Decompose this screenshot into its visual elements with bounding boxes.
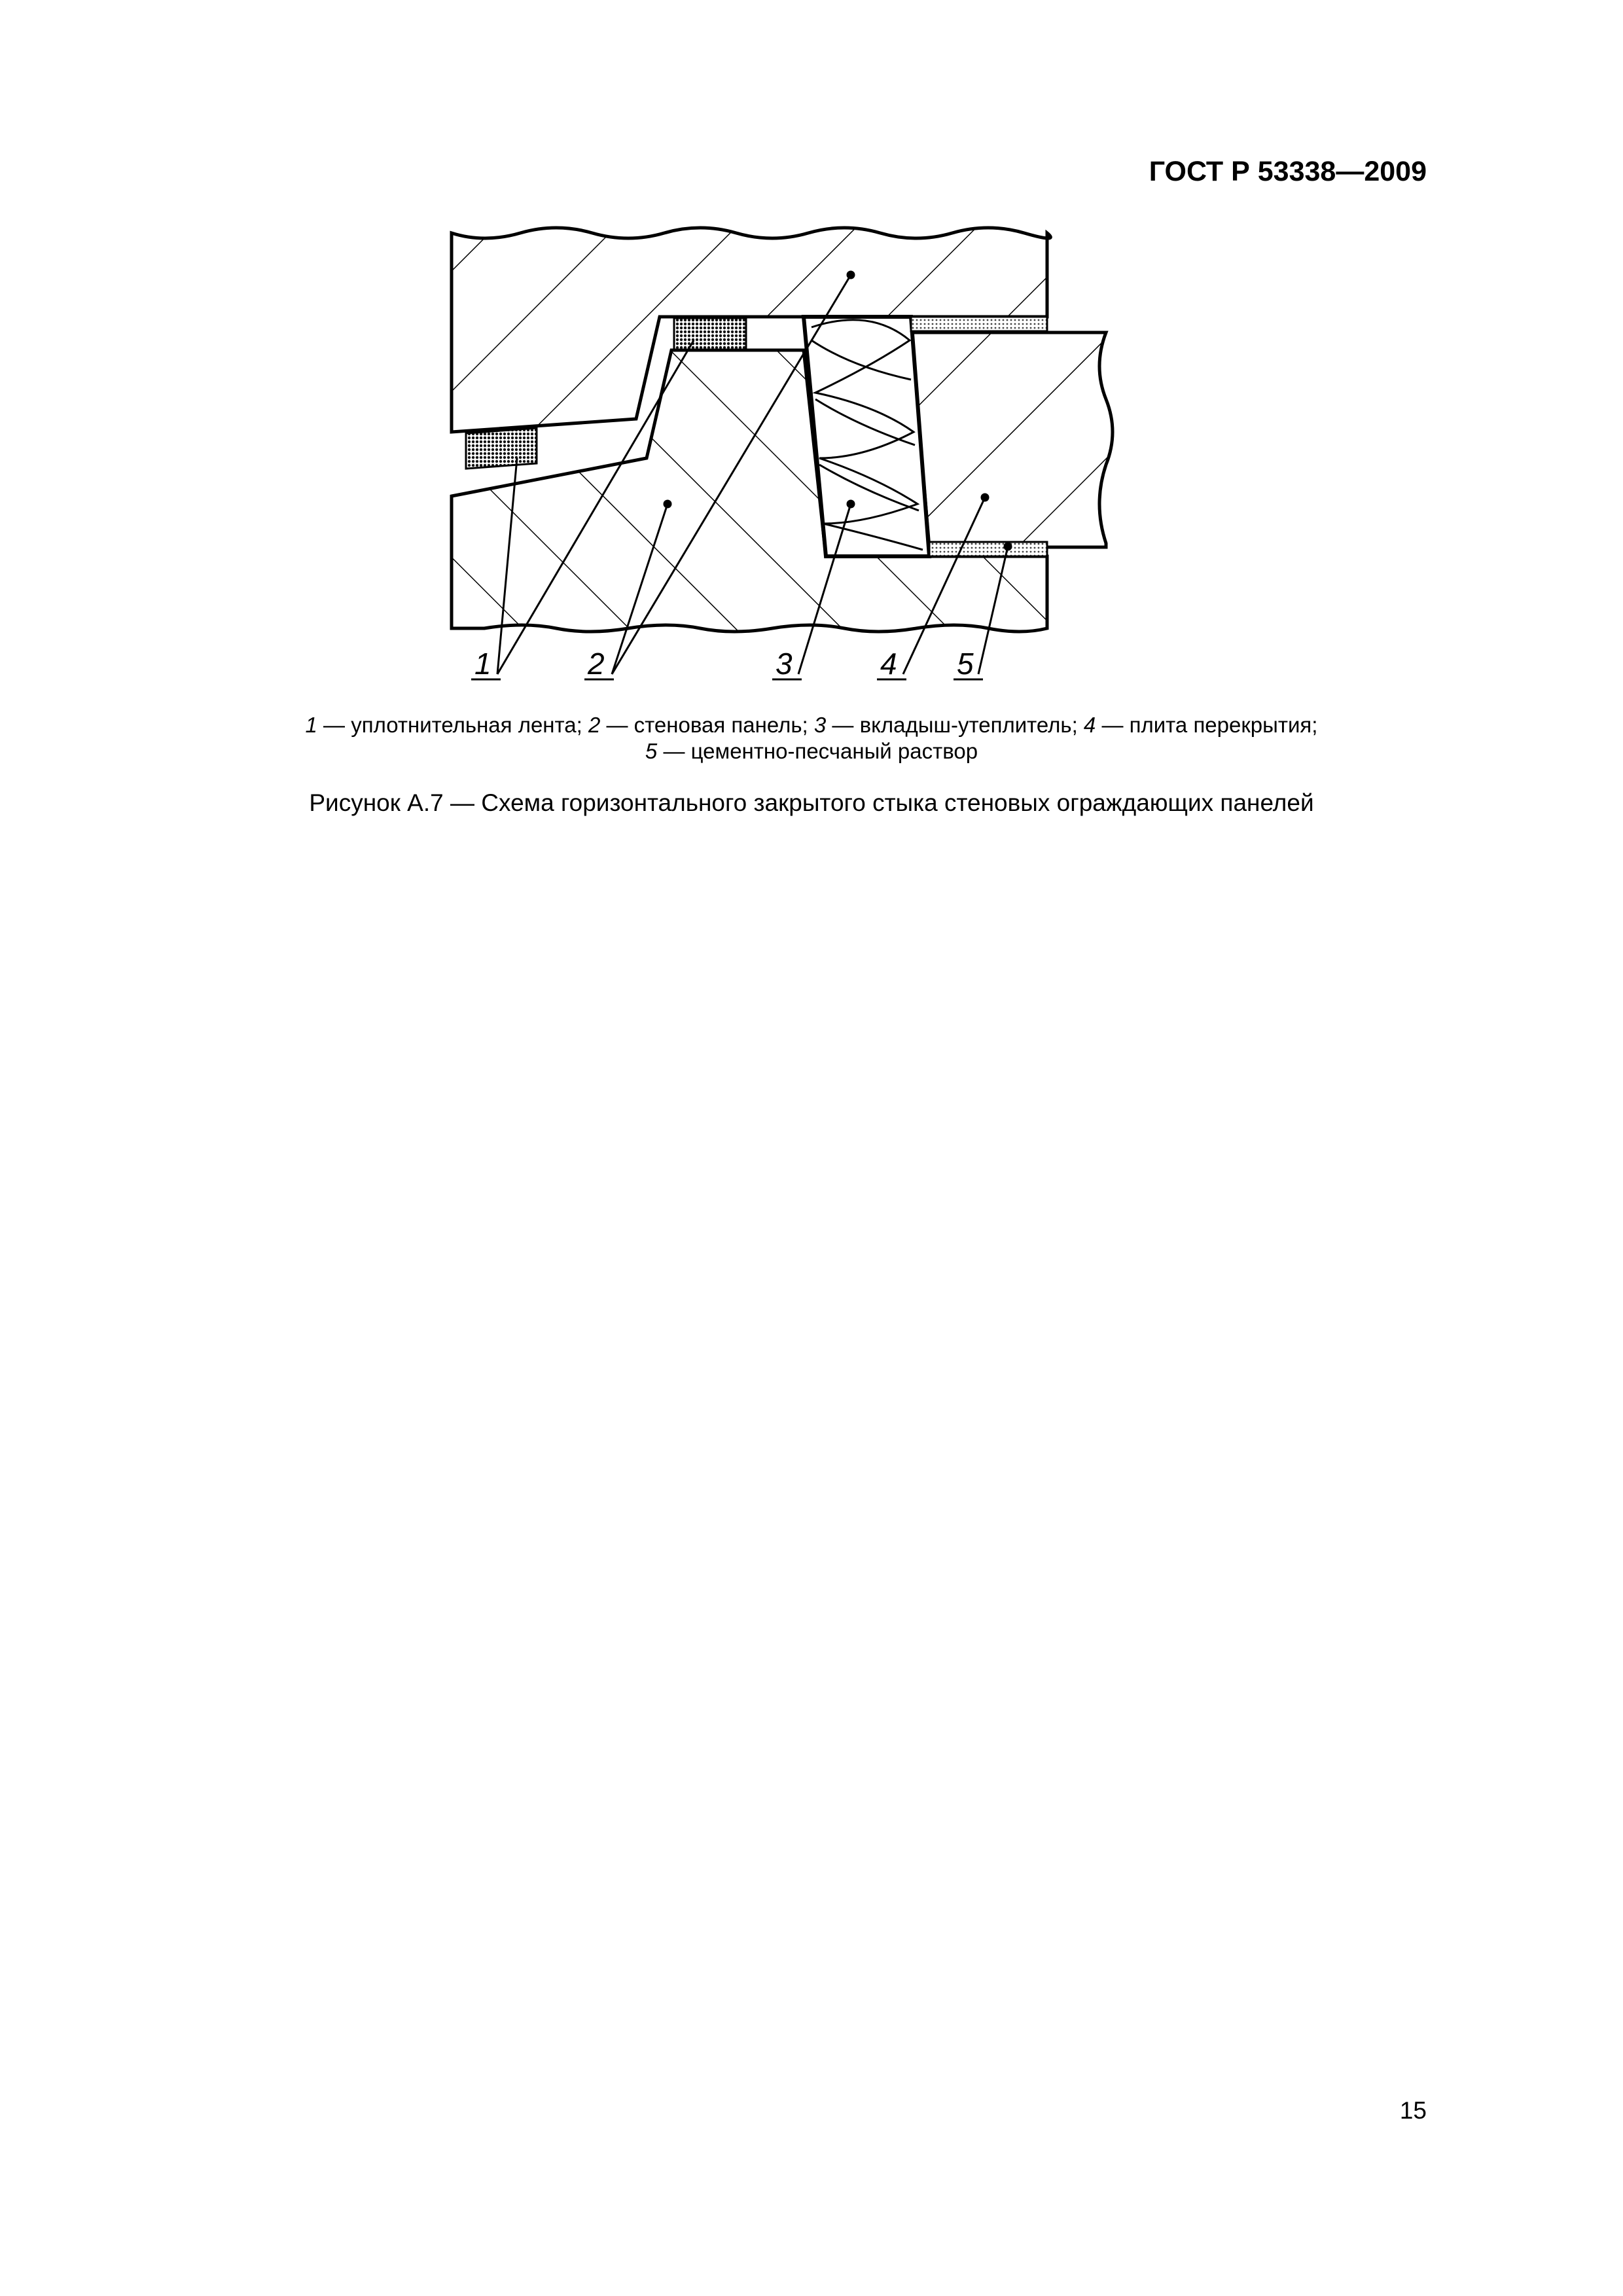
figure-caption: Рисунок А.7 — Схема горизонтального закрытого стыка стеновых ограждающих панелей: [309, 789, 1314, 816]
callout-1: 1: [474, 647, 491, 681]
callout-2: 2: [588, 647, 605, 681]
legend-line-2: [196, 738, 1427, 764]
legend-text-2: — стеновая панель;: [600, 713, 814, 737]
callout-3: 3: [776, 647, 793, 681]
callout-5: 5: [957, 647, 974, 681]
legend-num-3: 3: [813, 713, 827, 737]
legend-num-5: 5: [645, 739, 658, 763]
sealing-tape-lower: [466, 428, 537, 469]
legend-num-1: 1: [305, 713, 317, 737]
legend-num-4: 4: [1083, 713, 1096, 737]
mortar-strip-bottom: [929, 542, 1047, 556]
legend-text-3: — вкладыш-утеплитель;: [826, 713, 1084, 737]
insulation-insert: [804, 317, 929, 556]
callout-4: 4: [880, 647, 897, 681]
document-header: ГОСТ Р 53338—2009: [1149, 156, 1427, 187]
joint-diagram: [0, 0, 1623, 720]
sealing-tape-upper: [674, 318, 746, 350]
legend-text-5: — цементно-песчаный раствор: [657, 739, 978, 763]
page-number: 15: [1399, 2097, 1427, 2124]
mortar-strip-top: [911, 317, 1047, 331]
legend-num-2: 2: [588, 713, 601, 737]
legend-line-1: [196, 712, 1427, 738]
figure-legend: [196, 712, 1427, 764]
legend-text-4: — плита перекрытия;: [1096, 713, 1318, 737]
legend-text-1: — уплотнительная лента;: [317, 713, 588, 737]
floor-slab: [911, 332, 1113, 547]
